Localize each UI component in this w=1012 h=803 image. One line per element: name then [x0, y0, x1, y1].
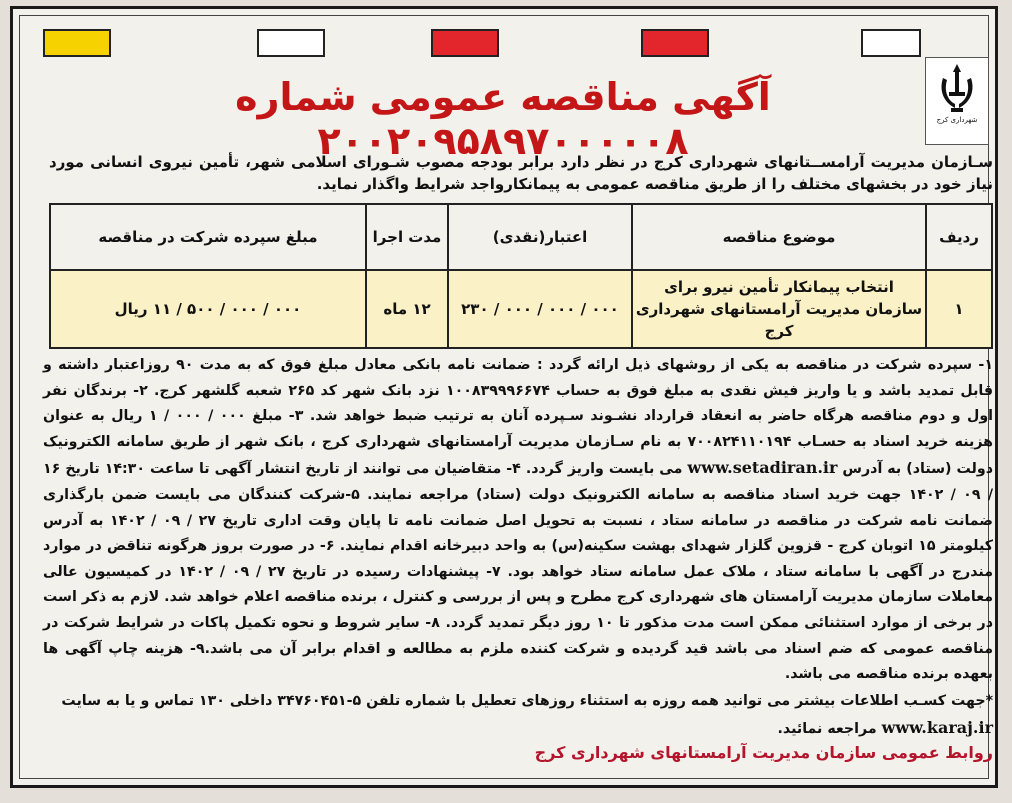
setadiran-link[interactable]: www.setadiran.ir — [687, 458, 838, 478]
cell-subject — [632, 270, 926, 348]
logo-caption: شهرداری کرج — [936, 116, 978, 124]
public-relations-footer: روابط عمومی سازمان مدیریت آرامستانهای شهرداری کرج — [534, 743, 993, 762]
header-credit: اعتبار(نقدی) — [448, 204, 632, 270]
cell-duration: ۱۲ ماه — [366, 270, 448, 348]
cell-row-number: ۱ — [926, 270, 992, 348]
cell-subject-line2: سازمان مدیریت آرامستانهای شهرداری کرج — [635, 300, 923, 340]
header-duration: مدت اجرا — [366, 204, 448, 270]
conditions-part2: می بایست واریز گردد. ۴- متقاضیان می توانند از تاریخ انتشار آگهی تا ساعت ۱۴:۳۰ تاریخ ۱۶ / ۰۹ / ۱۴۰۲ جهت خرید اسناد مناقصه به سامانه الکترونیک دولت (ستاد) مراجعه نمایند. ۵-شرکت کنندگان می بایست ضمن بارگذاری ضمانت نامه شرکت در مناقصه در سامانه ستاد ، نسبت به تحویل اصل ضمانت نامه تا پایان وقت اداری تاریخ ۲۷ / ۰۹ / ۱۴۰۲ به آدرس کیلومتر ۱۵ اتوبان کرج - قزوین گلزار شهدای بهشت سکینه(س) به واحد دبیرخانه اقدام نمایند. ۶- در صورت بروز هرگونه تناقض در موارد مندرج در آگهی با سامانه ستاد ، ملاک عمل سامانه ستاد خواهد بود. ۷- پیشنهادات رسیده در تاریخ ۲۷ / ۰۹ / ۱۴۰۲ در کمیسیون عالی معاملات سازمان مدیریت آرامستان های شهرداری کرج مطرح و پس از بررسی و کنترل ، برنده مناقصه اعلام خواهد شد. لازم به ذکر است در برخی از موارد استثنائی ممکن است مدت مذکور تا ۱۰ روز دیگر تمدید گردد. ۸- سایر شروط و نحوه تکمیل پاکات در شرایط شرکت در مناقصه عمومی که ضم اسناد می باشد قید گردیده و شرکت کننده ملزم به مطالعه و اقدام برابر آن می باشد.۹- هزینه چاپ آگهی ها بعهده برنده مناقصه می باشد. — [43, 461, 994, 683]
contact-paragraph — [43, 689, 993, 742]
color-swatch-yellow — [43, 29, 111, 57]
table-row — [50, 270, 992, 348]
karaj-link[interactable]: www.karaj.ir — [881, 717, 993, 737]
contact-text: *جهت کسـب اطلاعات بیشتر می توانید همه روزه به استثناء روزهای تعطیل با شماره تلفن ۵-۳۴۷۶۰۴۵۱ داخلی ۱۳۰ تماس و یا به سایت — [61, 693, 993, 709]
cell-deposit: ۰۰۰ / ۰۰۰ / ۵۰۰ / ۱۱ ریال — [50, 270, 366, 348]
header-subject: موضوع مناقصه — [632, 204, 926, 270]
conditions-paragraph — [43, 353, 993, 688]
conditions-part1: ۱- سپرده شرکت در مناقصه به یکی از روشهای ذیل ارائه گردد : ضمانت نامه بانکی معادل مبلغ فوق که به مدت ۹۰ روزاعتبار داشته و قابل تمدید باشد و یا واریز فیش نقدی به مبلغ فوق به حساب ۱۰۰۸۳۹۹۹۶۶۷۴ نزد بانک شهر کد ۲۶۵ شعبه گلشهر کرج. ۲- برندگان نفر اول و دوم مناقصه هرگاه حاضر به انعقاد قرارداد نشـوند سـپرده آنان به ترتیب ضبط خواهد شد. ۳- مبلغ ۰۰۰ / ۰۰۰ / ۱ ریال به عنوان هزینه خرید اسناد به حسـاب ۷۰۰۸۲۴۱۱۰۱۹۴ به نام سـازمان مدیریت آرامستانهای شهرداری کرج ، بانک شهر از طریق سامانه الکترونیک دولت (ستاد) به آدرس — [43, 357, 994, 478]
newspaper-ad — [10, 6, 998, 788]
ad-title: آگهی مناقصه عمومی شماره ۲۰۰۲۰۹۵۸۹۷۰۰۰۰۰۸ — [235, 75, 771, 163]
header-deposit: مبلغ سپرده شرکت در مناقصه — [50, 204, 366, 270]
color-swatch-white — [257, 29, 325, 57]
municipality-logo — [925, 57, 989, 145]
intro-paragraph: سـازمان مدیریت آرامســتانهای شهرداری کرج در نظر دارد برابر بودجه مصوب شـورای اسلامی شهر، تأمین نیروی انسانی مورد نیاز خود در بخشهای مختلف را از طریق مناقصه عمومی به پیمانکارواجد شرایط واگذار نماید. — [49, 153, 993, 193]
contact-suffix: مراجعه نمائید. — [777, 720, 877, 737]
tender-table — [49, 203, 993, 349]
header-row-number: ردیف — [926, 204, 992, 270]
cell-credit: ۰۰۰ / ۰۰۰ / ۰۰۰ / ۲۳۰ — [448, 270, 632, 348]
municipality-emblem-icon — [935, 62, 979, 114]
table-header-row — [50, 204, 992, 270]
cell-subject-line1: انتخاب پیمانکار تأمین نیرو برای — [664, 278, 894, 296]
color-swatch-red — [431, 29, 499, 57]
color-swatch-white-2 — [861, 29, 921, 57]
color-swatch-red-2 — [641, 29, 709, 57]
